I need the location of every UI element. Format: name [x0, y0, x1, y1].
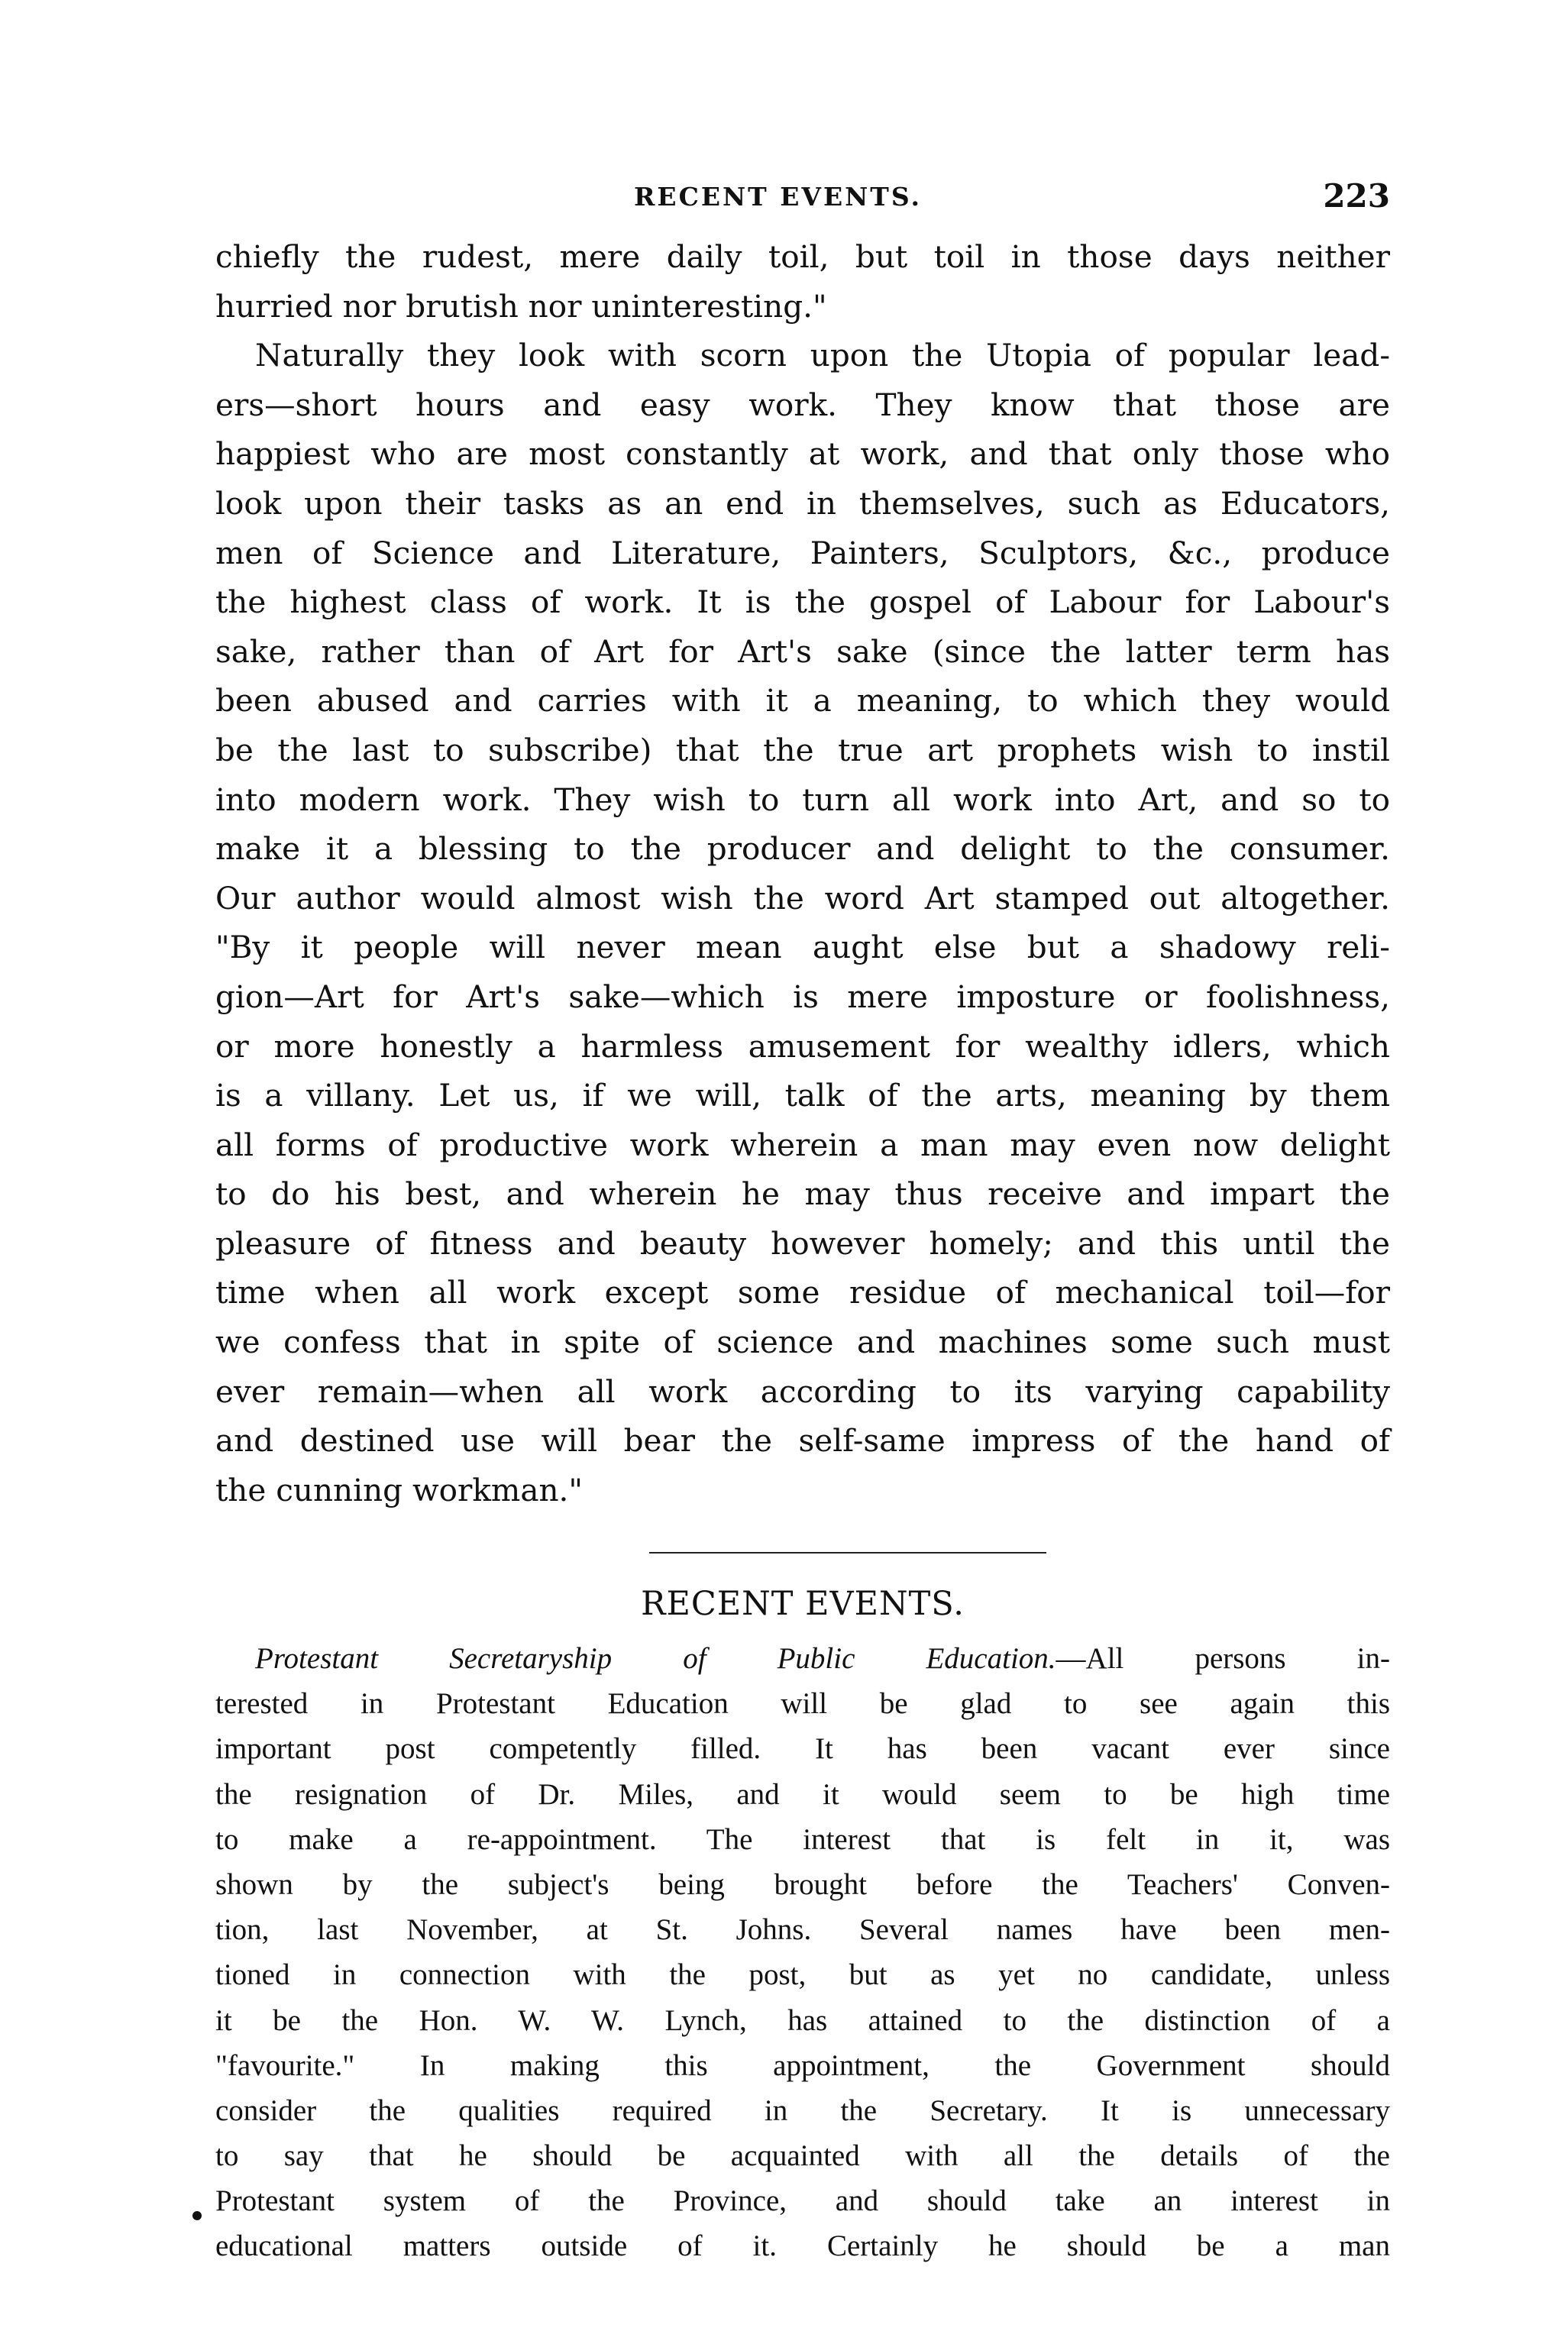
text-line: it be the Hon. W. W. Lynch, has attained to the distinction of a [215, 2003, 1390, 2037]
text-line: sake, rather than of Art for Art's sake (since the latter term has [215, 632, 1390, 670]
text-line: time when all work except some residue of mechanical toil—for [215, 1274, 1390, 1311]
text-line: happiest who are most constantly at work, and that only those who [215, 435, 1390, 473]
text-line: pleasure of fitness and beauty however homely; and this until the [215, 1224, 1390, 1262]
text-line: terested in Protestant Education will be glad to see again this [215, 1687, 1390, 1721]
running-title: RECENT EVENTS. [634, 182, 922, 212]
text-line: to say that he should be acquainted with all the details of the [215, 2139, 1390, 2173]
text-line: educational matters outside of it. Certainly he should be a man [215, 2229, 1390, 2263]
running-head [215, 177, 1390, 223]
text-line: been abused and carries with it a meaning, to which they would [215, 682, 1390, 719]
text-line: ever remain—when all work according to its varying capability [215, 1372, 1390, 1410]
text-line: chiefly the rudest, mere daily toil, but toil in those days neither [215, 238, 1390, 275]
text-line: we confess that in spite of science and machines some such must [215, 1324, 1390, 1361]
text-line: "By it people will never mean aught else but a shadowy reli- [215, 929, 1390, 966]
text-line: "favourite." In making this appointment, the Government should [215, 2048, 1390, 2082]
text-line: make it a blessing to the producer and delight to the consumer. [215, 830, 1390, 868]
text-line: and destined use will bear the self-same impress of the hand of [215, 1422, 1390, 1460]
text-line: Our author would almost wish the word Art stamped out altogether. [215, 879, 1390, 917]
text-line: the highest class of work. It is the gospel of Labour for Labour's [215, 584, 1390, 621]
text-line: hurried nor brutish nor uninteresting." [215, 287, 827, 325]
text-line: the cunning workman." [215, 1471, 584, 1508]
text-line: to make a re-appointment. The interest that is felt in it, was [215, 1822, 1390, 1856]
text-line: is a villany. Let us, if we will, talk of the arts, meaning by them [215, 1077, 1390, 1114]
text-line: tion, last November, at St. Johns. Several names have been men- [215, 1913, 1390, 1947]
text-line: shown by the subject's being brought before the Teachers' Conven- [215, 1867, 1390, 1901]
text-line: men of Science and Literature, Painters, Sculptors, &c., produce [215, 534, 1390, 571]
section-heading: RECENT EVENTS. [641, 1585, 965, 1623]
paragraph-title-continuation: —All persons in- [1056, 1642, 1390, 1675]
text-line [215, 1636, 1390, 1681]
text-line: gion—Art for Art's sake—which is mere imposture or foolishness, [215, 978, 1390, 1015]
text-line: consider the qualities required in the Secretary. It is unnecessary [215, 2093, 1390, 2127]
text-line: to do his best, and wherein he may thus receive and impart the [215, 1175, 1390, 1213]
text-line: Protestant system of the Province, and should take an interest in [215, 2184, 1390, 2218]
page-number: 223 [1323, 177, 1390, 215]
text-line: Naturally they look with scorn upon the Utopia of popular lead- [255, 337, 1390, 374]
recent-events-paragraph [215, 1636, 1390, 2269]
text-line: all forms of productive work wherein a man may even now delight [215, 1126, 1390, 1163]
text-line: or more honestly a harmless amusement for wealthy idlers, which [215, 1027, 1390, 1065]
text-line: ers—short hours and easy work. They know that those are [215, 386, 1390, 423]
text-line: into modern work. They wish to turn all work into Art, and so to [215, 781, 1390, 818]
text-line: the resignation of Dr. Miles, and it would seem to be high time [215, 1777, 1390, 1811]
text-line: tioned in connection with the post, but as yet no candidate, unless [215, 1958, 1390, 1992]
continued-paragraphs [215, 232, 1390, 1515]
paragraph-title: Protestant Secretaryship of Public Education. [255, 1642, 1056, 1675]
text-line: be the last to subscribe) that the true art prophets wish to instil [215, 731, 1390, 768]
text-line: look upon their tasks as an end in themselves, such as Educators, [215, 484, 1390, 522]
margin-ink-dot [192, 2211, 202, 2220]
text-line: important post competently filled. It has been vacant ever since [215, 1732, 1390, 1766]
section-divider [649, 1552, 1046, 1554]
